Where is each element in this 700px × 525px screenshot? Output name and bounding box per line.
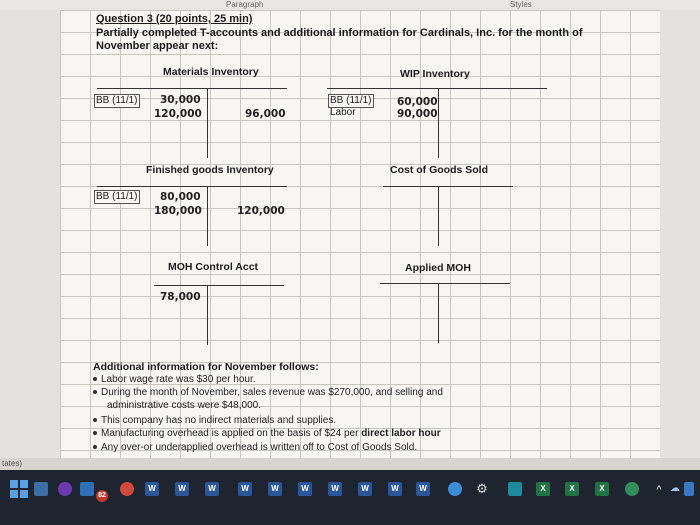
moh-t-horizontal bbox=[154, 285, 284, 286]
media-player-icon[interactable] bbox=[58, 482, 72, 496]
cogs-title: Cost of Goods Sold bbox=[390, 164, 488, 176]
question-intro-line1: Partially completed T-accounts and additional information for Cardinals, Inc. for the month of bbox=[96, 27, 583, 39]
info-item-sales-cont: administrative costs were $48,000. bbox=[107, 400, 261, 411]
wip-t-vertical bbox=[438, 88, 439, 158]
bullet-icon bbox=[93, 377, 97, 381]
cloud-icon[interactable]: ☁ bbox=[670, 483, 680, 494]
word-window-6-icon[interactable]: W bbox=[298, 482, 312, 496]
wip-bb-label: BB (11/1) bbox=[330, 95, 372, 106]
settings-gear-icon[interactable]: ⚙ bbox=[476, 481, 488, 496]
finished-t-vertical bbox=[207, 186, 208, 246]
status-text: tates) bbox=[2, 459, 23, 468]
excel-window-3-icon[interactable]: X bbox=[595, 482, 609, 496]
word-window-7-icon[interactable]: W bbox=[328, 482, 342, 496]
word-window-8-icon[interactable]: W bbox=[358, 482, 372, 496]
info-item-text: During the month of November, sales revenue was $270,000, and selling and bbox=[101, 387, 443, 398]
moh-control-title: MOH Control Acct bbox=[168, 261, 259, 273]
applied-moh-t-horizontal bbox=[380, 283, 510, 284]
status-bar bbox=[0, 458, 700, 470]
applied-moh-title: Applied MOH bbox=[405, 262, 471, 274]
email-icon[interactable] bbox=[80, 482, 94, 496]
wip-debit-2: 90,000 bbox=[397, 108, 438, 120]
question-intro-line2: November appear next: bbox=[96, 40, 219, 52]
paragraph-group-label[interactable]: Paragraph bbox=[226, 0, 264, 9]
finished-debit-1: 80,000 bbox=[160, 191, 201, 203]
start-tile bbox=[10, 490, 18, 498]
applied-moh-t-vertical bbox=[438, 283, 439, 343]
info-item-emphasis: direct labor hour bbox=[361, 428, 441, 439]
materials-debit-1: 30,000 bbox=[160, 94, 201, 106]
cogs-t-vertical bbox=[438, 186, 439, 246]
materials-credit-1: 96,000 bbox=[245, 108, 286, 120]
wip-debit-1: 60,000 bbox=[397, 96, 438, 108]
wip-inventory-title: WIP Inventory bbox=[400, 68, 470, 80]
document-page[interactable] bbox=[60, 10, 660, 470]
wip-t-horizontal bbox=[327, 88, 547, 89]
excel-window-2-icon[interactable]: X bbox=[565, 482, 579, 496]
info-item-sales bbox=[93, 387, 443, 398]
finished-credit-1: 120,000 bbox=[237, 205, 285, 217]
right-margin-pane bbox=[660, 10, 700, 470]
chrome-icon[interactable] bbox=[120, 482, 134, 496]
question-title: Question 3 (20 points, 25 min) bbox=[96, 13, 253, 25]
word-window-9-icon[interactable]: W bbox=[388, 482, 402, 496]
app-round-icon[interactable] bbox=[625, 482, 639, 496]
edge-icon[interactable] bbox=[448, 482, 462, 496]
additional-info-heading: Additional information for November follows: bbox=[93, 361, 319, 373]
word-window-4-icon[interactable]: W bbox=[238, 482, 252, 496]
notifications-badge[interactable]: 82 bbox=[96, 490, 108, 502]
bullet-icon bbox=[93, 431, 97, 435]
bullet-icon bbox=[93, 445, 97, 449]
start-tile bbox=[20, 480, 28, 488]
materials-t-vertical bbox=[207, 88, 208, 158]
finished-debit-2: 180,000 bbox=[154, 205, 202, 217]
wip-labor-label: Labor bbox=[330, 107, 356, 118]
word-window-1-icon[interactable]: W bbox=[145, 482, 159, 496]
chevron-up-icon[interactable]: ^ bbox=[656, 484, 662, 494]
info-item-text: Any over-or underapplied overhead is written off to Cost of Goods Sold. bbox=[101, 442, 418, 453]
moh-debit-1: 78,000 bbox=[160, 291, 201, 303]
info-item-indirect bbox=[93, 415, 336, 426]
materials-t-horizontal bbox=[97, 88, 287, 89]
bullet-icon bbox=[93, 418, 97, 422]
materials-inventory-title: Materials Inventory bbox=[163, 66, 259, 78]
moh-t-vertical bbox=[207, 285, 208, 345]
info-item-labor-rate bbox=[93, 374, 256, 385]
info-item-text: Manufacturing overhead is applied on the basis of $24 per bbox=[101, 428, 359, 439]
info-item-writeoff bbox=[93, 442, 417, 453]
finished-goods-title: Finished goods Inventory bbox=[146, 164, 274, 176]
word-window-3-icon[interactable]: W bbox=[205, 482, 219, 496]
info-item-text: This company has no indirect materials and supplies. bbox=[101, 415, 337, 426]
word-window-2-icon[interactable]: W bbox=[175, 482, 189, 496]
excel-window-1-icon[interactable]: X bbox=[536, 482, 550, 496]
word-window-10-icon[interactable]: W bbox=[416, 482, 430, 496]
taskview-icon[interactable] bbox=[34, 482, 48, 496]
system-tray-icon[interactable] bbox=[684, 482, 694, 496]
info-item-text: Labor wage rate was $30 per hour. bbox=[101, 374, 256, 385]
materials-bb-label: BB (11/1) bbox=[96, 95, 138, 106]
info-item-overhead bbox=[93, 428, 441, 439]
finished-t-horizontal bbox=[97, 186, 287, 187]
finished-bb-label: BB (11/1) bbox=[96, 191, 138, 202]
calculator-icon[interactable] bbox=[508, 482, 522, 496]
start-tile bbox=[10, 480, 18, 488]
word-window-5-icon[interactable]: W bbox=[268, 482, 282, 496]
left-margin-pane bbox=[0, 10, 60, 470]
materials-debit-2: 120,000 bbox=[154, 108, 202, 120]
start-tile bbox=[20, 490, 28, 498]
bullet-icon bbox=[93, 390, 97, 394]
windows-start-icon[interactable] bbox=[10, 480, 28, 498]
cogs-t-horizontal bbox=[383, 186, 513, 187]
styles-group-label[interactable]: Styles bbox=[510, 0, 532, 9]
